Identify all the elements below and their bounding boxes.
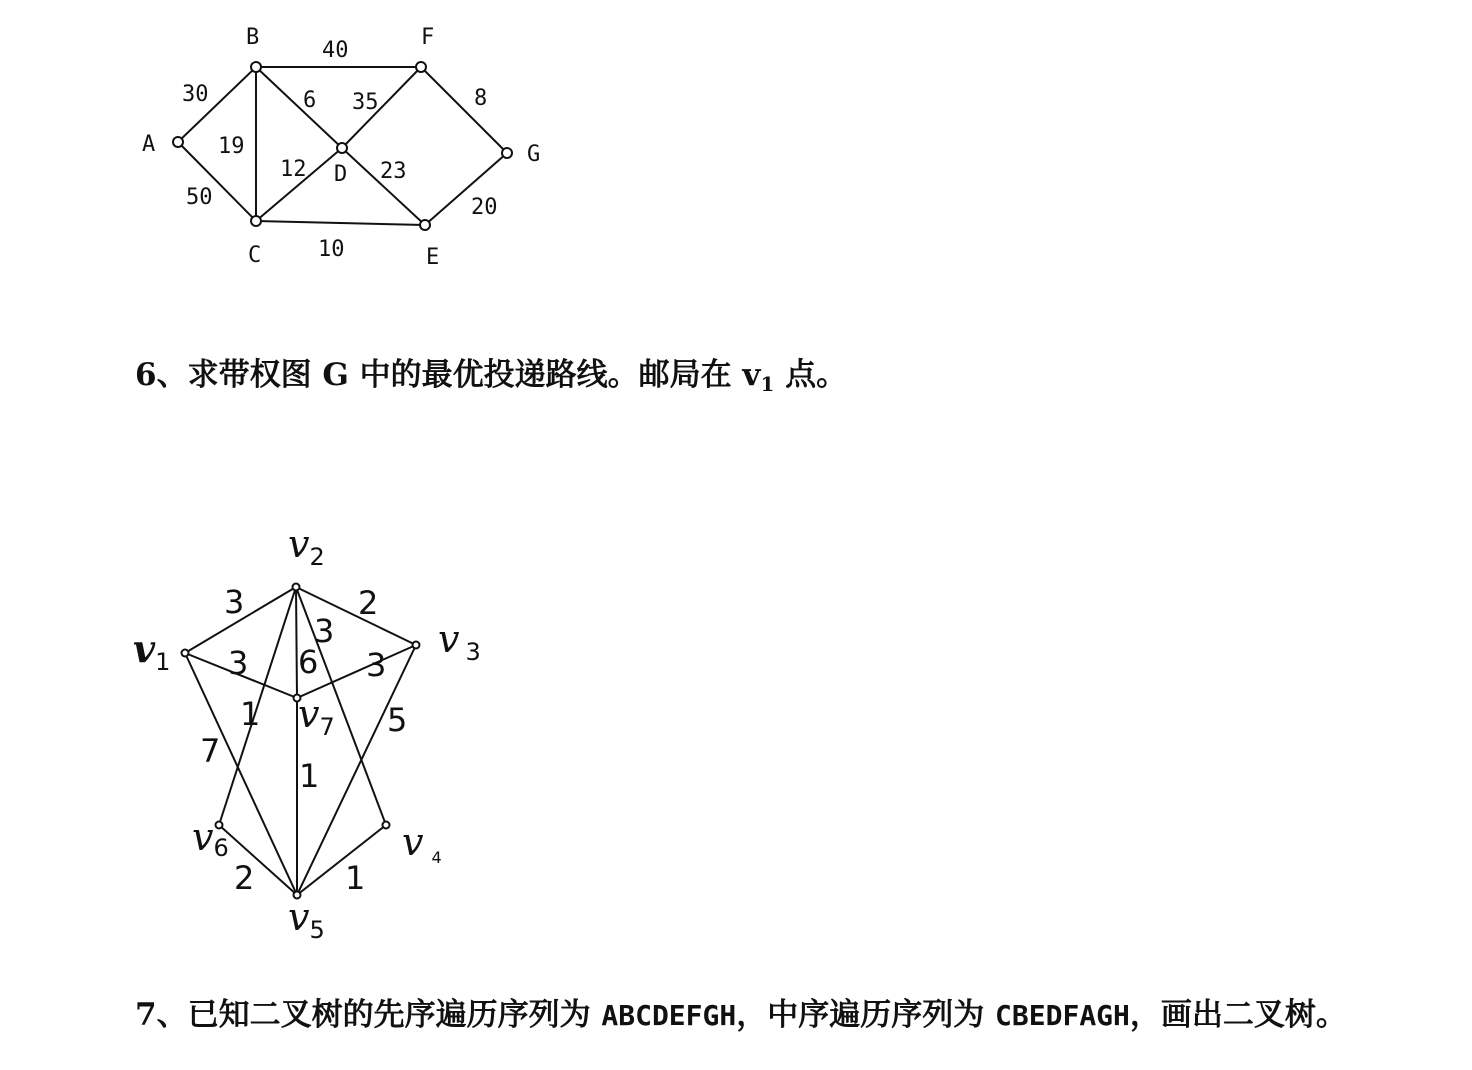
weighted-graph-2 [0, 0, 620, 980]
weight-c-d: 12 [280, 157, 307, 182]
weight-f-g: 8 [474, 86, 488, 111]
label-c: C [248, 243, 262, 268]
node-v1 [182, 650, 189, 657]
weight-e-g: 20 [471, 195, 498, 220]
question-7-text: 7、已知二叉树的先序遍历序列为 [135, 997, 602, 1033]
weight-c-e: 10 [318, 237, 345, 262]
weight-a-b: 30 [182, 82, 209, 107]
question-6-vertex-subscript: 1 [760, 372, 775, 396]
weight-v1-v7: 3 [228, 644, 249, 682]
weight-v1-v5: 7 [200, 732, 221, 770]
weight-v1-v2: 3 [224, 583, 245, 621]
label-a: A [142, 132, 156, 157]
node-v2 [293, 584, 300, 591]
weight-b-d: 6 [303, 88, 317, 113]
weight-b-f: 40 [322, 38, 349, 63]
question-7 [135, 997, 1347, 1033]
label-f: F [421, 25, 435, 50]
question-6-suffix: 点。 [774, 357, 848, 393]
weight-d-f: 35 [352, 90, 379, 115]
question-7-middle: ，中序遍历序列为 [736, 997, 996, 1033]
question-7-suffix: ，画出二叉树。 [1129, 997, 1347, 1033]
weight-v2-v4: 3 [314, 612, 335, 650]
question-6-vertex: v [742, 357, 761, 393]
weight-v5-v7: 1 [299, 757, 320, 795]
graph2-vertex-labels [133, 522, 481, 944]
weight-v2-v6: 1 [240, 695, 261, 733]
weight-v2-v3: 2 [358, 584, 379, 622]
weight-v4-v5: 1 [345, 859, 366, 897]
label-b: B [246, 25, 260, 50]
weight-v3-v7: 3 [366, 646, 387, 684]
label-v7: v7 [298, 692, 335, 741]
label-d: D [334, 162, 348, 187]
label-v2: v2 [288, 522, 325, 571]
label-g: G [527, 142, 541, 167]
question-6-text: 6、求带权图 G 中的最优投递路线。邮局在 [135, 357, 743, 393]
weight-v2-v7: 6 [298, 643, 319, 681]
label-v1: v1 [133, 626, 171, 676]
node-v3 [413, 642, 420, 649]
edge-v5-v6 [219, 825, 297, 895]
inorder-sequence: CBEDFAGH [995, 999, 1130, 1032]
weight-b-c: 19 [218, 134, 245, 159]
label-e: E [426, 245, 440, 270]
weight-v3-v5: 5 [387, 701, 408, 739]
node-v4 [383, 822, 390, 829]
graph2-weights [200, 583, 407, 897]
node-v6 [216, 822, 223, 829]
preorder-sequence: ABCDEFGH [601, 999, 737, 1032]
label-v6: v6 [192, 815, 229, 862]
weight-a-c: 50 [186, 185, 213, 210]
label-v5: v5 [288, 895, 325, 944]
weight-v5-v6: 2 [234, 859, 255, 897]
label-v4: v 4 [402, 820, 442, 867]
edge-v4-v5 [297, 825, 386, 895]
label-v3: v 3 [438, 617, 481, 666]
weight-d-e: 23 [380, 159, 407, 184]
edge-v2-v7 [296, 587, 297, 698]
